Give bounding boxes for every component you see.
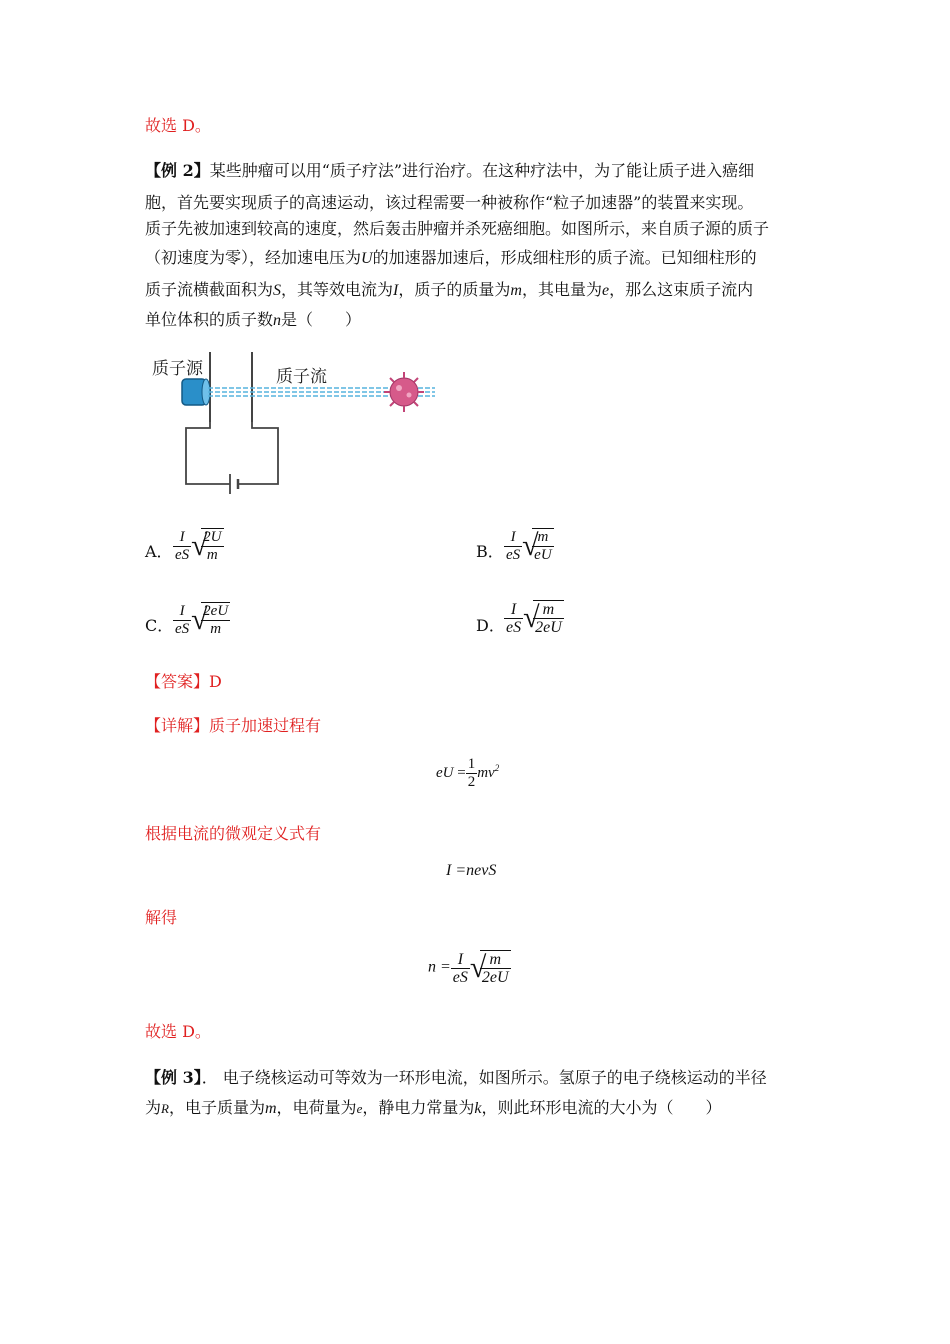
example-2-line-2: 胞，首先要实现质子的高速运动，该过程需要一种被称作“粒子加速器”的装置来实现。	[145, 193, 754, 212]
option-a[interactable]: A． $\frac{I}{eS}$ √ $\frac{2U}{m}$	[145, 528, 222, 563]
conclusion-1: 故选 D。	[145, 116, 211, 135]
circuit-right	[238, 422, 278, 484]
example-2-line-3: 质子先被加速到较高的速度，然后轰击肿瘤并杀死癌细胞。如图所示，来自质子源的质子	[145, 219, 770, 238]
example-3-line-2: 为R，电子质量为m，电荷量为e，静电力常量为k，则此环形电流的大小为（ ）	[145, 1098, 722, 1117]
example-3-label: 【例 3】	[145, 1068, 202, 1087]
tumor-cell	[384, 372, 424, 412]
equation-energy: eU = $\frac{1}{2}$ $mv^2$	[436, 756, 500, 790]
example-2-line-4: （初速度为零），经加速电压为U的加速器加速后，形成细柱形的质子流。已知细柱形的	[145, 248, 757, 267]
source-label: 质子源	[152, 359, 203, 379]
stream-label: 质子流	[276, 367, 327, 387]
equation-current: I =nevS	[446, 862, 497, 879]
example-3-line-1: 【例 3】． 电子绕核运动可等效为一环形电流，如图所示。氢原子的电子绕核运动的半径	[145, 1068, 767, 1087]
detail-intro: 【详解】质子加速过程有	[145, 716, 322, 735]
solve-intro: 解得	[145, 908, 178, 927]
example-2-line-5: 质子流横截面积为S，其等效电流为I，质子的质量为m，其电量为e，那么这束质子流内	[145, 280, 754, 299]
circuit-left	[186, 422, 230, 484]
conclusion-2: 故选 D。	[145, 1022, 211, 1041]
definition-intro: 根据电流的微观定义式有	[145, 824, 322, 843]
option-d[interactable]: D． $\frac{I}{eS}$ √ $\frac{m}{2eU}$	[476, 600, 562, 636]
option-c[interactable]: C． $\frac{I}{eS}$ √ $\frac{2eU}{m}$	[145, 602, 229, 637]
example-2-label: 【例 2】	[145, 161, 210, 180]
equation-result: n = $\frac{I}{eS}$ √ $\frac{m}{2eU}$	[428, 950, 509, 986]
answer: 【答案】D	[145, 672, 222, 691]
option-b[interactable]: B． $\frac{I}{eS}$ √ $\frac{m}{eU}$	[476, 528, 552, 563]
example-2-line-6: 单位体积的质子数n是（ ）	[145, 310, 362, 329]
example-2-line-1: 【例 2】某些肿瘤可以用“质子疗法”进行治疗。在这种疗法中，为了能让质子进入癌细	[145, 161, 755, 180]
accelerator-figure	[150, 348, 450, 498]
